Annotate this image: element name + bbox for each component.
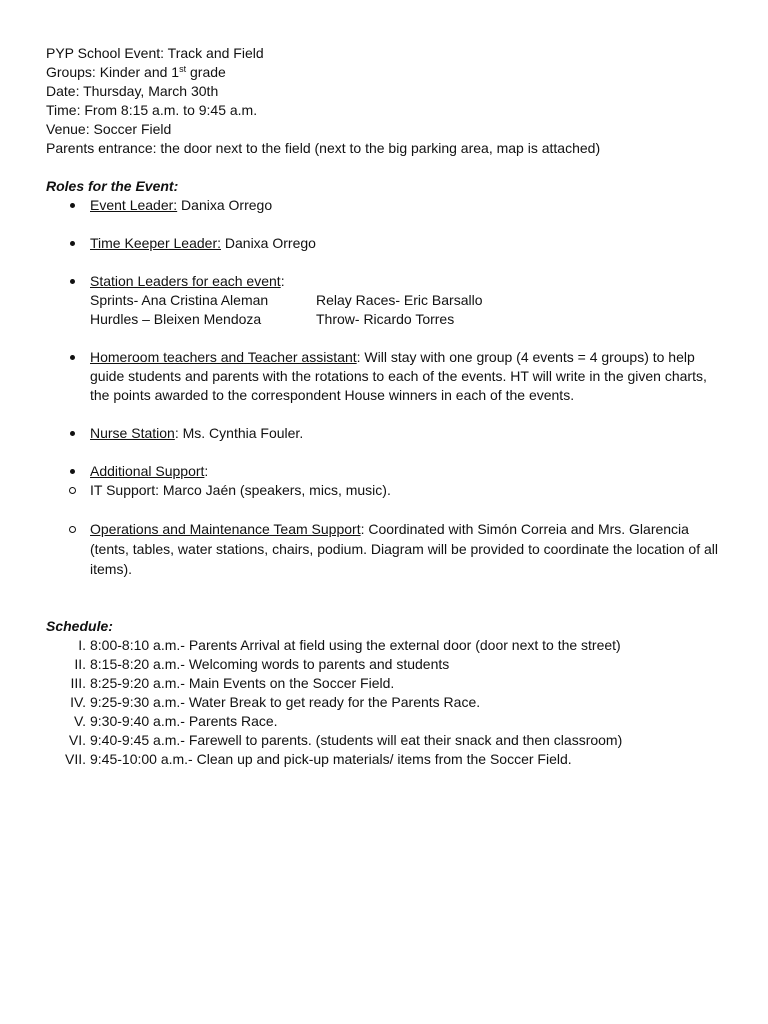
schedule-list [46, 636, 726, 769]
schedule-item: VI. 9:40-9:45 a.m.- Farewell to parents. (students will eat their snack and then classroom) [68, 732, 623, 748]
hollow-bullet-icon [66, 481, 78, 500]
sub-item-it-support: IT Support: Marco Jaén (speakers, mics, music). [46, 481, 726, 500]
role-station-leaders: Station Leaders for each event: Sprints- Ana Cristina Aleman Relay Races- Eric Barsallo Hurdles – Bleixen Mendoza Throw- Ricardo Torres [46, 272, 726, 329]
bullet-icon [66, 424, 78, 443]
document-page [46, 44, 726, 769]
time-line: Time: From 8:15 a.m. to 9:45 a.m. [46, 102, 258, 118]
role-homeroom-teachers: Homeroom teachers and Teacher assistant: Will stay with one group (4 events = 4 groups) to help guide students and parents with the rotations to each of the events. HT will write in the given charts, the points awarded to the correspondent House winners in each of the events. [46, 348, 726, 405]
hollow-bullet-icon [66, 519, 78, 539]
station-leaders-grid [90, 291, 726, 329]
sub-item-operations: Operations and Maintenance Team Support: Coordinated with Simón Correia and Mrs. Glarencia (tents, tables, water stations, chairs, podium. Diagram will be provided to coordinate the location of all items). [46, 519, 726, 579]
role-additional-support: Additional Support: [46, 462, 726, 481]
schedule-item: IV. 9:25-9:30 a.m.- Water Break to get ready for the Parents Race. [70, 694, 481, 710]
groups-line: Groups: Kinder and 1st grade [46, 64, 226, 80]
role-nurse-station: Nurse Station: Ms. Cynthia Fouler. [46, 424, 726, 443]
schedule-item: VII. 9:45-10:00 a.m.- Clean up and pick-up materials/ items from the Soccer Field. [64, 751, 572, 767]
station-leader: Sprints- Ana Cristina Aleman [90, 292, 269, 308]
parents-entrance-line: Parents entrance: the door next to the field (next to the big parking area, map is attached) [46, 140, 601, 156]
station-leader: Relay Races- Eric Barsallo [316, 292, 483, 308]
station-leader: Hurdles – Bleixen Mendoza [90, 311, 262, 327]
schedule-item: V. 9:30-9:40 a.m.- Parents Race. [74, 713, 278, 729]
role-time-keeper: Time Keeper Leader: Danixa Orrego [46, 234, 726, 253]
date-line: Date: Thursday, March 30th [46, 83, 219, 99]
roles-heading: Roles for the Event: [46, 178, 179, 194]
event-header [46, 44, 726, 158]
event-title: PYP School Event: Track and Field [46, 45, 264, 61]
schedule-item: II. 8:15-8:20 a.m.- Welcoming words to parents and students [74, 656, 450, 672]
bullet-icon [66, 272, 78, 291]
venue-line: Venue: Soccer Field [46, 121, 172, 137]
schedule-item: III. 8:25-9:20 a.m.- Main Events on the Soccer Field. [70, 675, 395, 691]
bullet-icon [66, 196, 78, 215]
bullet-icon [66, 348, 78, 367]
schedule-item: I. 8:00-8:10 a.m.- Parents Arrival at field using the external door (door next to the street) [78, 637, 621, 653]
schedule-heading: Schedule: [46, 618, 113, 634]
station-leader: Throw- Ricardo Torres [316, 311, 455, 327]
bullet-icon [66, 234, 78, 253]
role-event-leader: Event Leader: Danixa Orrego [46, 196, 726, 215]
bullet-icon [66, 462, 78, 481]
